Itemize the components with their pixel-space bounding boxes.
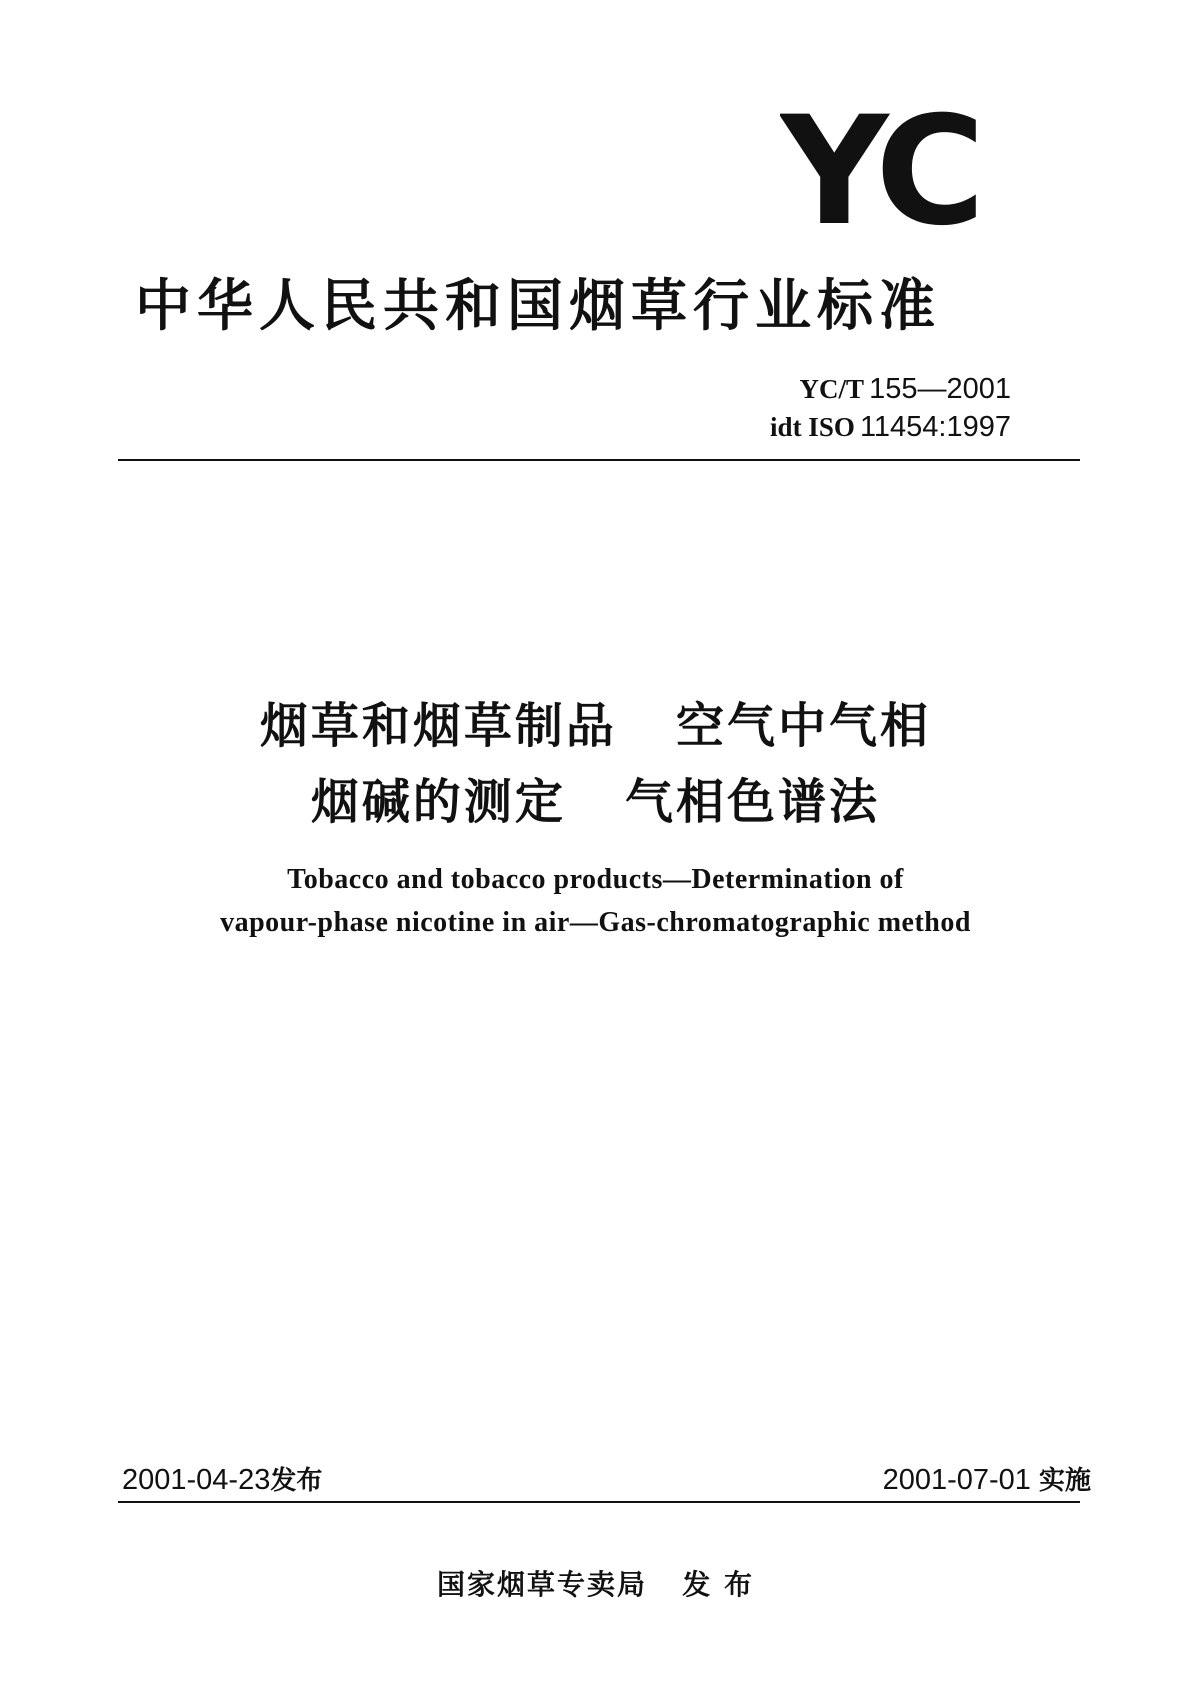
chinese-title-line-2: 烟碱的测定 气相色谱法	[310, 774, 881, 830]
issue-date-row	[122, 1460, 322, 1497]
publisher-line	[0, 1563, 1191, 1603]
effective-date-row	[883, 1460, 1091, 1497]
top-divider	[118, 459, 1080, 461]
issue-label: 发布	[270, 1466, 323, 1496]
publisher-name: 国家烟草专卖局	[436, 1568, 647, 1601]
issue-date: 2001-04-23	[122, 1464, 271, 1496]
effective-label: 实施	[1038, 1466, 1091, 1496]
publish-label: 发 布	[682, 1568, 754, 1601]
equivalent-prefix: idt ISO	[770, 412, 855, 442]
effective-date: 2001-07-01	[882, 1464, 1031, 1496]
standard-code	[770, 372, 1011, 410]
english-title-line-2: vapour-phase nicotine in air—Gas-chromatographic method	[220, 907, 971, 938]
equivalent-standard	[770, 410, 1011, 448]
bottom-divider	[118, 1501, 1080, 1503]
standard-code-prefix: YC/T	[799, 374, 864, 404]
chinese-title-line-1: 烟草和烟草制品 空气中气相	[259, 698, 932, 754]
yc-logo	[780, 98, 1020, 228]
english-title-line-1: Tobacco and tobacco products—Determination of	[287, 864, 904, 895]
standard-code-block	[770, 372, 1011, 448]
standard-category-title: 中华人民共和国烟草行业标准	[135, 274, 941, 339]
standard-code-number: 155—2001	[869, 373, 1011, 405]
yc-logo-text: YC	[780, 98, 978, 228]
equivalent-number: 11454:1997	[859, 411, 1011, 443]
